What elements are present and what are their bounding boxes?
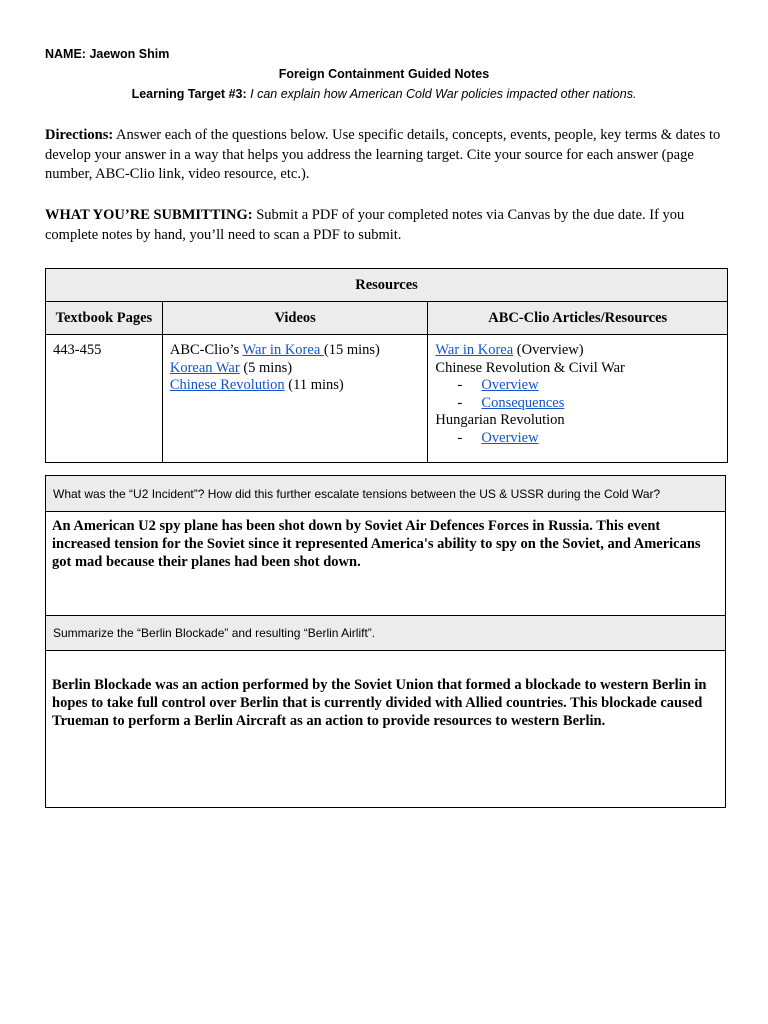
page-title: Foreign Containment Guided Notes	[278, 67, 490, 81]
resources-title: Resources	[46, 269, 728, 302]
answer-text: Berlin Blockade was an action performed by the Soviet Union that formed a blockade to western Berlin in hopes to take full control over Berlin that is currently divided with Allied countries. This blockade caused Trueman to perform a Berlin Aircraft as an action to provide resources to western Berlin.	[52, 677, 707, 729]
question-row	[46, 476, 725, 512]
article-heading-chinese: Chinese Revolution & Civil War	[435, 359, 625, 376]
article-link-hungarian-overview[interactable]: Overview	[481, 429, 539, 446]
article-subitem: - Overview	[457, 429, 539, 446]
column-header-videos: Videos	[162, 302, 428, 335]
article-subitem: - Consequences	[457, 394, 565, 411]
question-text: Summarize the “Berlin Blockade” and resulting “Berlin Airlift”.	[53, 626, 376, 640]
video-link-war-in-korea[interactable]: War in Korea	[242, 342, 324, 358]
learning-target-text: I can explain how American Cold War policies impacted other nations.	[250, 87, 637, 101]
textbook-pages-cell: 443-455	[46, 335, 163, 463]
video-item: Chinese Revolution (11 mins)	[169, 377, 344, 393]
answer-row[interactable]	[46, 651, 725, 807]
video-link-chinese-revolution[interactable]: Chinese Revolution	[169, 377, 285, 393]
article-link-chinese-consequences[interactable]: Consequences	[481, 394, 565, 411]
answer-text: An American U2 spy plane has been shot down by Soviet Air Defences Forces in Russia. This event increased tension for the Soviet since it represented America's ability to spy on the Soviet, and Americans got mad because their planes had been shot down.	[52, 518, 701, 570]
directions-text: Answer each of the questions below. Use specific details, concepts, events, people, key terms & dates to develop your answer in a way that helps you address the learning target. Cite your source for each answer (page number, ABC-Clio link, video resource, etc.).	[45, 127, 721, 182]
submitting-label: WHAT YOU’RE SUBMITTING:	[45, 207, 253, 223]
video-item: Korean War (5 mins)	[169, 359, 293, 376]
learning-target-label: Learning Target #3:	[131, 87, 247, 101]
article-item: War in Korea (Overview)	[435, 342, 584, 358]
video-link-korean-war[interactable]: Korean War	[169, 359, 240, 376]
article-subitem: - Overview	[457, 377, 539, 393]
questions-table	[45, 475, 726, 808]
question-text: What was the “U2 Incident”? How did this further escalate tensions between the US & USSR during the Cold War?	[53, 486, 661, 501]
video-item: ABC-Clio’s War in Korea (15 mins)	[169, 342, 380, 358]
directions-paragraph	[45, 126, 725, 185]
submitting-paragraph	[45, 206, 725, 245]
directions-label: Directions:	[45, 127, 114, 143]
article-link-chinese-overview[interactable]: Overview	[481, 377, 539, 393]
resources-table	[45, 268, 728, 463]
name-value: Jaewon Shim	[89, 47, 170, 61]
column-header-articles: ABC-Clio Articles/Resources	[428, 302, 728, 335]
videos-cell	[162, 335, 428, 463]
question-row	[46, 616, 725, 651]
answer-row[interactable]	[46, 512, 725, 616]
article-link-war-in-korea[interactable]: War in Korea	[435, 342, 514, 358]
article-heading-hungarian: Hungarian Revolution	[435, 412, 565, 428]
learning-target	[0, 87, 768, 101]
submitting-text: Submit a PDF of your completed notes via Canvas by the due date. If you complete notes by hand, you’ll need to scan a PDF to submit.	[45, 207, 685, 243]
name-label: NAME:	[45, 47, 86, 61]
column-header-textbook: Textbook Pages	[46, 302, 163, 335]
student-name	[45, 47, 169, 61]
articles-cell	[428, 335, 728, 463]
